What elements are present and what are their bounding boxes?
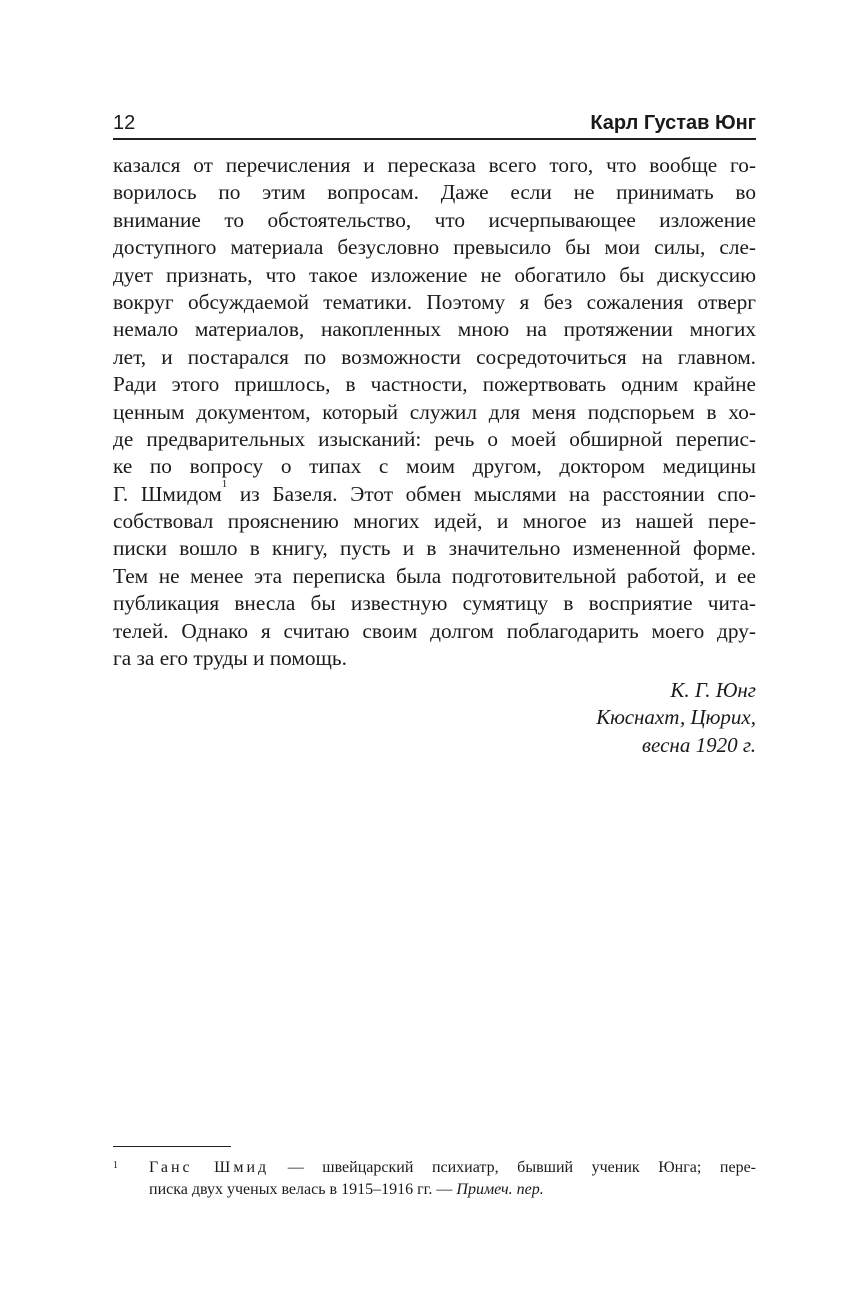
text-line: ворилось по этим вопросам. Даже если не принимать во	[113, 180, 756, 205]
text-line: телей. Однако я считаю своим долгом поблагодарить моего дру-	[113, 618, 756, 643]
text-line: лет, и постарался по возможности сосредоточиться на главном.	[113, 344, 756, 369]
text-line: га за его труды и помощь.	[113, 646, 347, 671]
text-fragment: из Базеля. Этот обмен мыслями на расстоянии спо-	[227, 481, 756, 506]
signature-author: К. Г. Юнг	[670, 678, 756, 702]
footnote-line	[149, 1179, 756, 1201]
footnote-fragment: — швейцарский психиатр, бывший ученик Юнга; пере-	[269, 1159, 757, 1176]
page-header	[113, 108, 756, 140]
signature-place: Кюснахт, Цюрих,	[596, 705, 756, 730]
footnote-mark: 1	[113, 1160, 118, 1171]
text-line: писки вошло в книгу, пусть и в значительно измененной форме.	[113, 536, 756, 561]
text-line: дует признать, что такое изложение не обогатило бы дискуссию	[113, 262, 756, 287]
text-line: ке по вопросу о типах с моим другом, доктором медицины	[113, 454, 756, 479]
translator-note: Примеч. пер.	[456, 1181, 544, 1198]
page-number: 12	[113, 112, 136, 134]
signature-date: весна 1920 г.	[641, 732, 756, 757]
text-line: внимание то обстоятельство, что исчерпывающее изложение	[113, 207, 756, 232]
footnote-text	[149, 1157, 756, 1201]
text-line-with-footnote	[113, 477, 756, 508]
footnote-line	[149, 1157, 756, 1179]
footnote-name: Ганс Шмид	[149, 1159, 270, 1176]
text-line: ценным документом, который служил для меня подспорьем в хо-	[113, 399, 756, 424]
footnote-reference[interactable]: 1	[221, 477, 228, 490]
text-line: собствовал прояснению многих идей, и многое из нашей пере-	[113, 509, 756, 534]
text-line: казался от перечисления и пересказа всего того, что вообще го-	[113, 153, 756, 177]
text-line: доступного материала безусловно превысило бы мои силы, сле-	[113, 235, 756, 260]
footnote-fragment: писка двух ученых велась в 1915–1916 гг. —	[149, 1181, 457, 1198]
footnote-divider	[113, 1146, 231, 1147]
text-fragment: Г. Шмидом	[113, 481, 222, 506]
text-line: публикация внесла бы известную сумятицу в восприятие чита-	[113, 591, 756, 616]
text-line: Тем не менее эта переписка была подготовительной работой, и ее	[113, 563, 756, 588]
text-line: вокруг обсуждаемой тематики. Поэтому я без сожаления отверг	[113, 289, 756, 314]
signature-block	[596, 677, 756, 759]
body-text	[113, 152, 756, 672]
text-line: де предварительных изысканий: речь о моей обширной перепис-	[113, 426, 756, 451]
running-title: Карл Густав Юнг	[590, 112, 756, 134]
text-line: Ради этого пришлось, в частности, пожертвовать одним крайне	[113, 372, 756, 397]
text-line: немало материалов, накопленных мною на протяжении многих	[113, 317, 756, 342]
